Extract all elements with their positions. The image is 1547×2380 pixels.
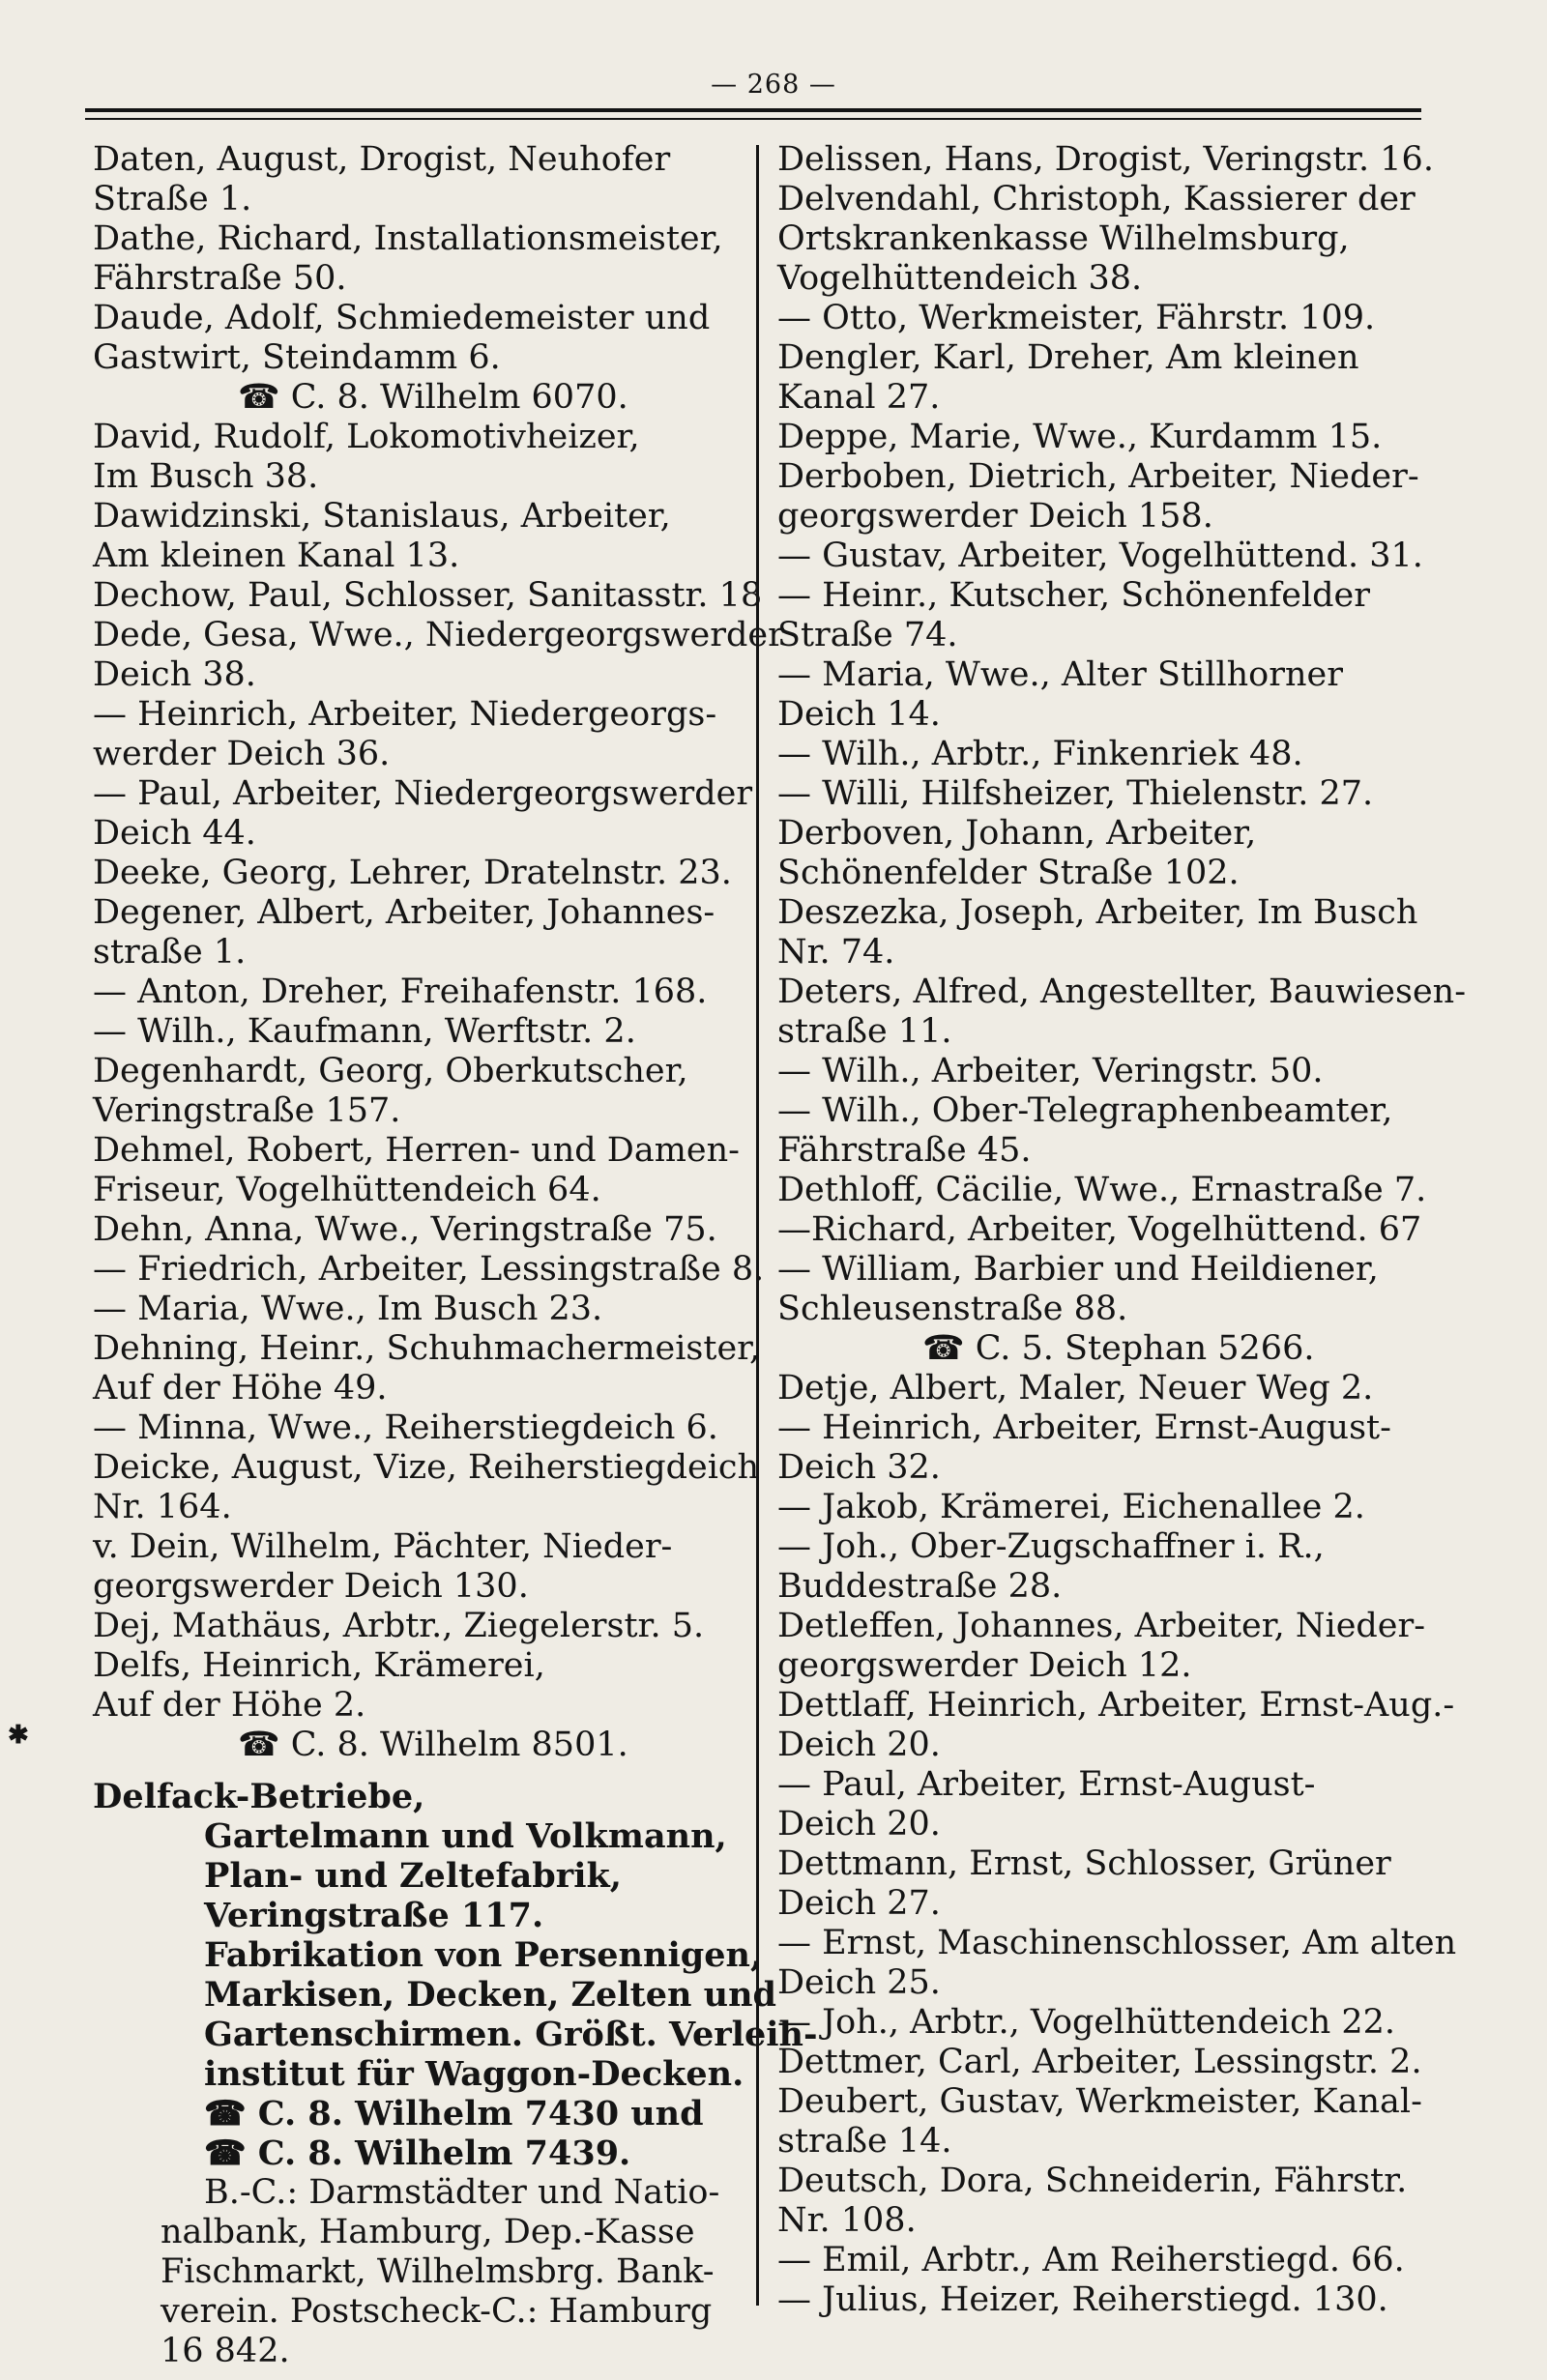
entry-line: — Minna, Wwe., Reiherstiegdeich 6. bbox=[93, 1408, 718, 1447]
entry-line: Dettmann, Ernst, Schlosser, Grüner bbox=[777, 1844, 1391, 1883]
firm-line: Fabrikation von Persennigen, bbox=[204, 1935, 763, 1975]
directory-entry bbox=[777, 1844, 1445, 1924]
entry-line: — Paul, Arbeiter, Niedergeorgswerder bbox=[93, 774, 753, 813]
entry-line: — Ernst, Maschinenschlosser, Am alten bbox=[777, 1924, 1457, 1962]
entry-line: v. Dein, Wilhelm, Pächter, Nieder- bbox=[93, 1527, 673, 1566]
directory-entry bbox=[777, 2003, 1445, 2043]
directory-entry bbox=[93, 299, 746, 378]
entry-continuation: Im Busch 38. bbox=[93, 457, 319, 496]
directory-entry bbox=[777, 418, 1445, 457]
entry-line: — Paul, Arbeiter, Ernst-August- bbox=[777, 1765, 1316, 1804]
directory-entry bbox=[93, 1052, 746, 1131]
directory-entry bbox=[93, 1131, 746, 1210]
margin-mark: ✱ bbox=[8, 1721, 29, 1750]
entry-line: Deppe, Marie, Wwe., Kurdamm 15. bbox=[777, 418, 1383, 456]
entry-line: David, Rudolf, Lokomotivheizer, bbox=[93, 418, 640, 456]
entry-line: — Joh., Ober-Zugschaffner i. R., bbox=[777, 1527, 1325, 1566]
directory-entry bbox=[777, 774, 1445, 814]
directory-entry bbox=[777, 1329, 1445, 1369]
directory-entry bbox=[777, 140, 1445, 180]
entry-line: Dettlaff, Heinrich, Arbeiter, Ernst-Aug.- bbox=[777, 1686, 1455, 1725]
directory-entry bbox=[93, 1448, 760, 1527]
entry-continuation: Nr. 108. bbox=[777, 2201, 917, 2240]
entry-continuation: Auf der Höhe 49. bbox=[93, 1369, 388, 1408]
entry-continuation: Nr. 164. bbox=[93, 1488, 232, 1526]
firm-bank-line: nalbank, Hamburg, Dep.-Kasse bbox=[161, 2213, 695, 2251]
directory-entry bbox=[93, 1290, 746, 1329]
entry-line: Detleffen, Johannes, Arbeiter, Nieder- bbox=[777, 1607, 1426, 1645]
entry-line: — Wilh., Kaufmann, Werftstr. 2. bbox=[93, 1012, 636, 1051]
directory-entry bbox=[777, 1091, 1445, 1171]
directory-entry bbox=[777, 2162, 1445, 2241]
entry-line: Dehn, Anna, Wwe., Veringstraße 75. bbox=[93, 1210, 717, 1249]
directory-entry bbox=[777, 655, 1445, 735]
entry-continuation: Ortskrankenkasse Wilhelmsburg, bbox=[777, 219, 1350, 258]
entry-continuation: Kanal 27. bbox=[777, 378, 941, 417]
directory-entry bbox=[93, 1527, 746, 1607]
entry-line: Dengler, Karl, Dreher, Am kleinen bbox=[777, 338, 1359, 377]
directory-entry bbox=[93, 1210, 746, 1250]
entry-continuation: werder Deich 36. bbox=[93, 735, 391, 773]
entry-line: — Wilh., Arbeiter, Veringstr. 50. bbox=[777, 1052, 1324, 1090]
entry-continuation: georgswerder Deich 158. bbox=[777, 497, 1213, 536]
entry-line: Delissen, Hans, Drogist, Veringstr. 16. bbox=[777, 140, 1434, 179]
entry-line: —Richard, Arbeiter, Vogelhüttend. 67 bbox=[777, 1210, 1422, 1249]
directory-entry bbox=[777, 814, 1445, 893]
entry-line: ☎ C. 8. Wilhelm 6070. bbox=[238, 378, 628, 417]
firm-line: Markisen, Decken, Zelten und bbox=[204, 1975, 777, 2015]
entry-line: Deutsch, Dora, Schneiderin, Fährstr. bbox=[777, 2162, 1408, 2200]
firm-line: ☎ C. 8. Wilhelm 7430 und bbox=[204, 2094, 704, 2133]
entry-line: — Wilh., Arbtr., Finkenriek 48. bbox=[777, 735, 1303, 773]
directory-entry bbox=[777, 1765, 1445, 1844]
directory-entry bbox=[777, 2241, 1445, 2280]
entry-line: Delfs, Heinrich, Krämerei, bbox=[93, 1646, 545, 1685]
directory-entry bbox=[777, 1408, 1445, 1488]
entry-continuation: Deich 38. bbox=[93, 655, 256, 694]
entry-line: Detje, Albert, Maler, Neuer Weg 2. bbox=[777, 1369, 1374, 1408]
entry-continuation: Deich 20. bbox=[777, 1805, 941, 1843]
entry-continuation: georgswerder Deich 12. bbox=[777, 1646, 1192, 1685]
right-column bbox=[777, 140, 1467, 2320]
entry-line: Deeke, Georg, Lehrer, Dratelnstr. 23. bbox=[93, 854, 732, 892]
entry-line: Derboven, Johann, Arbeiter, bbox=[777, 814, 1257, 853]
entry-continuation: Schleusenstraße 88. bbox=[777, 1290, 1128, 1328]
directory-entry bbox=[93, 140, 746, 219]
directory-entry bbox=[777, 1171, 1445, 1210]
firm-line: Gartelmann und Volkmann, bbox=[204, 1816, 727, 1856]
entry-line: — Otto, Werkmeister, Fährstr. 109. bbox=[777, 299, 1376, 337]
directory-entry bbox=[777, 1607, 1445, 1686]
entry-line: Deubert, Gustav, Werkmeister, Kanal- bbox=[777, 2082, 1422, 2121]
entry-line: — Heinr., Kutscher, Schönenfelder bbox=[777, 576, 1370, 615]
directory-entry bbox=[93, 576, 763, 616]
directory-entry bbox=[93, 893, 746, 972]
entry-line: — Willi, Hilfsheizer, Thielenstr. 27. bbox=[777, 774, 1374, 813]
entry-continuation: straße 1. bbox=[93, 933, 247, 972]
directory-entry bbox=[93, 378, 746, 418]
entry-line: Derboben, Dietrich, Arbeiter, Nieder- bbox=[777, 457, 1419, 496]
firm-line: institut für Waggon-Decken. bbox=[204, 2054, 744, 2094]
directory-entry bbox=[777, 180, 1445, 299]
entry-continuation: Deich 14. bbox=[777, 695, 941, 734]
entry-line: — Friedrich, Arbeiter, Lessingstraße 8. bbox=[93, 1250, 765, 1289]
directory-entry bbox=[777, 1686, 1455, 1765]
directory-entry bbox=[777, 299, 1445, 338]
entry-continuation: Deich 32. bbox=[777, 1448, 941, 1487]
directory-entry bbox=[93, 1726, 746, 1765]
directory-entry bbox=[93, 1607, 746, 1646]
entry-continuation: Friseur, Vogelhüttendeich 64. bbox=[93, 1171, 601, 1209]
left-column bbox=[93, 140, 818, 2371]
directory-entry bbox=[777, 1250, 1445, 1329]
entry-line: Deicke, August, Vize, Reiherstiegdeich bbox=[93, 1448, 760, 1487]
directory-entry bbox=[93, 1250, 765, 1290]
entry-line: — William, Barbier und Heildiener, bbox=[777, 1250, 1379, 1289]
entry-line: — Heinrich, Arbeiter, Ernst-August- bbox=[777, 1408, 1391, 1447]
firm-bank-line: verein. Postscheck-C.: Hamburg bbox=[161, 2292, 713, 2331]
entry-line: — Gustav, Arbeiter, Vogelhüttend. 31. bbox=[777, 537, 1423, 575]
entry-continuation: Vogelhüttendeich 38. bbox=[777, 259, 1143, 298]
entry-line: — Joh., Arbtr., Vogelhüttendeich 22. bbox=[777, 2003, 1396, 2042]
firm-line: Veringstraße 117. bbox=[204, 1896, 544, 1935]
firm-line: Gartenschirmen. Größt. Verleih- bbox=[204, 2015, 818, 2054]
page-number: — 268 — bbox=[711, 70, 836, 100]
directory-entry bbox=[93, 854, 746, 893]
directory-entry bbox=[777, 1052, 1445, 1091]
firm-bank-line: B.-C.: Darmstädter und Natio- bbox=[204, 2173, 720, 2212]
directory-entry bbox=[93, 1012, 746, 1052]
header-rule-thin bbox=[85, 118, 1421, 120]
directory-entry bbox=[777, 972, 1467, 1052]
entry-continuation: Straße 1. bbox=[93, 180, 252, 218]
entry-line: Daude, Adolf, Schmiedemeister und bbox=[93, 299, 711, 337]
header-rule bbox=[85, 108, 1421, 112]
entry-continuation: Nr. 74. bbox=[777, 933, 895, 972]
entry-line: — Wilh., Ober-Telegraphenbeamter, bbox=[777, 1091, 1393, 1130]
firm-line: Plan- und Zeltefabrik, bbox=[204, 1856, 622, 1896]
directory-entry bbox=[777, 893, 1445, 972]
directory-entry bbox=[777, 735, 1445, 774]
entry-line: Dej, Mathäus, Arbtr., Ziegelerstr. 5. bbox=[93, 1607, 705, 1645]
entry-continuation: straße 11. bbox=[777, 1012, 952, 1051]
entry-line: — Heinrich, Arbeiter, Niedergeorgs- bbox=[93, 695, 717, 734]
firm-line: Delfack-Betriebe, bbox=[93, 1777, 425, 1816]
directory-entry bbox=[777, 338, 1445, 418]
entry-line: Dechow, Paul, Schlosser, Sanitasstr. 18 bbox=[93, 576, 763, 615]
entry-line: Deszezka, Joseph, Arbeiter, Im Busch bbox=[777, 893, 1418, 932]
firm-bank-line: 16 842. bbox=[161, 2332, 290, 2370]
entry-continuation: georgswerder Deich 130. bbox=[93, 1567, 529, 1606]
entry-line: Deters, Alfred, Angestellter, Bauwiesen- bbox=[777, 972, 1467, 1011]
entry-line: Dathe, Richard, Installationsmeister, bbox=[93, 219, 723, 258]
entry-line: — Julius, Heizer, Reiherstiegd. 130. bbox=[777, 2280, 1388, 2319]
directory-entry bbox=[777, 1527, 1445, 1607]
entry-continuation: Deich 25. bbox=[777, 1963, 941, 2002]
entry-line: Dehning, Heinr., Schuhmachermeister, bbox=[93, 1329, 761, 1368]
entry-line: Dettmer, Carl, Arbeiter, Lessingstr. 2. bbox=[777, 2043, 1422, 2081]
entry-line: Daten, August, Drogist, Neuhofer bbox=[93, 140, 671, 179]
directory-entry bbox=[93, 418, 746, 497]
directory-entry bbox=[777, 2280, 1445, 2320]
directory-entry bbox=[93, 616, 784, 695]
entry-line: ☎ C. 5. Stephan 5266. bbox=[922, 1329, 1315, 1368]
directory-entry bbox=[93, 1329, 761, 1408]
firm-line: ☎ C. 8. Wilhelm 7439. bbox=[204, 2133, 631, 2173]
directory-entry bbox=[777, 457, 1445, 537]
entry-line: Degenhardt, Georg, Oberkutscher, bbox=[93, 1052, 688, 1090]
entry-continuation: Fährstraße 45. bbox=[777, 1131, 1032, 1170]
entry-line: Degener, Albert, Arbeiter, Johannes- bbox=[93, 893, 715, 932]
firm-bank-line: Fischmarkt, Wilhelmsbrg. Bank- bbox=[161, 2252, 715, 2291]
entry-line: Dehmel, Robert, Herren- und Damen- bbox=[93, 1131, 740, 1170]
entry-continuation: Buddestraße 28. bbox=[777, 1567, 1063, 1606]
directory-entry bbox=[93, 1646, 746, 1726]
entry-continuation: Am kleinen Kanal 13. bbox=[93, 537, 460, 575]
entry-line: — Emil, Arbtr., Am Reiherstiegd. 66. bbox=[777, 2241, 1405, 2279]
entry-continuation: Deich 27. bbox=[777, 1884, 941, 1923]
directory-entry bbox=[777, 1210, 1445, 1250]
directory-entry bbox=[93, 219, 746, 299]
directory-entry bbox=[777, 2043, 1445, 2082]
directory-entry bbox=[777, 576, 1445, 655]
directory-entry bbox=[777, 537, 1445, 576]
entry-continuation: Deich 20. bbox=[777, 1726, 941, 1764]
entry-continuation: Straße 74. bbox=[777, 616, 958, 654]
entry-continuation: Veringstraße 157. bbox=[93, 1091, 401, 1130]
entry-line: ☎ C. 8. Wilhelm 8501. bbox=[238, 1726, 628, 1764]
directory-entry bbox=[777, 2082, 1445, 2162]
directory-entry bbox=[777, 1924, 1457, 2003]
directory-entry bbox=[93, 695, 746, 774]
directory-entry bbox=[93, 1408, 746, 1448]
entry-continuation: Auf der Höhe 2. bbox=[93, 1686, 366, 1725]
directory-entry bbox=[93, 774, 753, 854]
directory-entry bbox=[93, 497, 746, 576]
entry-line: — Maria, Wwe., Im Busch 23. bbox=[93, 1290, 603, 1328]
entry-line: Dethloff, Cäcilie, Wwe., Ernastraße 7. bbox=[777, 1171, 1427, 1209]
entry-line: Delvendahl, Christoph, Kassierer der bbox=[777, 180, 1416, 218]
entry-line: — Maria, Wwe., Alter Stillhorner bbox=[777, 655, 1343, 694]
entry-line: Dede, Gesa, Wwe., Niedergeorgswerder bbox=[93, 616, 784, 654]
directory-entry bbox=[93, 972, 746, 1012]
entry-continuation: Schönenfelder Straße 102. bbox=[777, 854, 1240, 892]
entry-continuation: Gastwirt, Steindamm 6. bbox=[93, 338, 501, 377]
entry-line: Dawidzinski, Stanislaus, Arbeiter, bbox=[93, 497, 671, 536]
directory-entry bbox=[777, 1488, 1445, 1527]
entry-line: — Jakob, Krämerei, Eichenallee 2. bbox=[777, 1488, 1365, 1526]
firm-advertisement bbox=[93, 1777, 818, 2371]
entry-continuation: Deich 44. bbox=[93, 814, 256, 853]
directory-entry bbox=[777, 1369, 1445, 1408]
entry-line: — Anton, Dreher, Freihafenstr. 168. bbox=[93, 972, 708, 1011]
entry-continuation: Fährstraße 50. bbox=[93, 259, 347, 298]
entry-continuation: straße 14. bbox=[777, 2122, 952, 2161]
